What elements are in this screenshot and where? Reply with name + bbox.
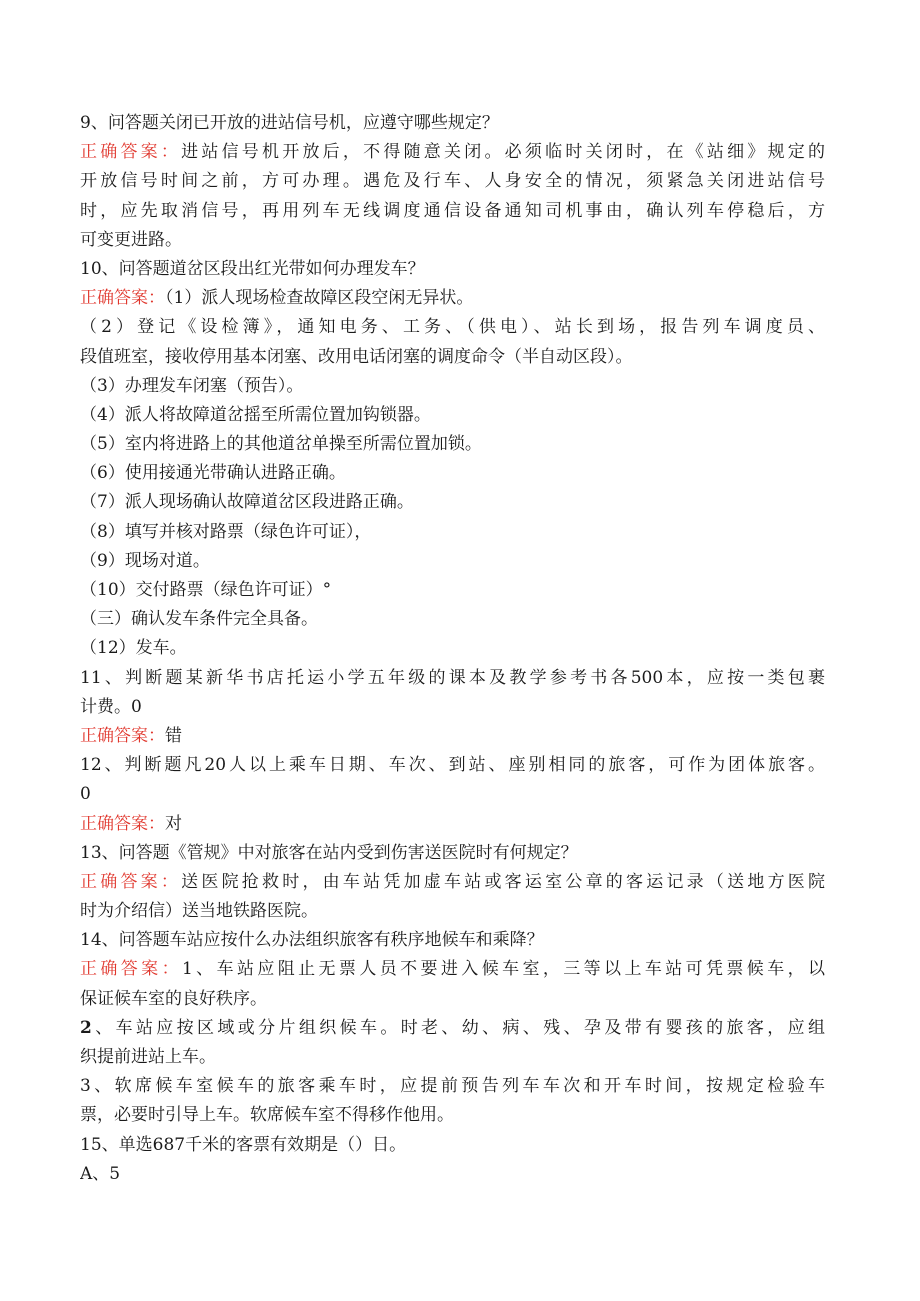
text-line	[80, 926, 825, 955]
text-line	[80, 1131, 825, 1160]
text-line	[80, 313, 825, 342]
item-number: 2	[80, 1017, 92, 1038]
line-text: 9、问答题关闭已开放的进站信号机，应遵守哪些规定？	[80, 113, 499, 133]
line-text: 计费。0	[80, 696, 142, 717]
text-line	[80, 547, 825, 576]
text-line	[80, 664, 825, 693]
line-text: 12、判断题凡20人以上乘车日期、车次、到站、座别相同的旅客，可作为团体旅客。	[80, 755, 825, 776]
line-text: 14、问答题车站应按什么办法组织旅客有秩序地候车和乘降？	[80, 930, 544, 951]
line-text: （9）现场对道。	[80, 550, 210, 571]
line-text: A、5	[80, 1163, 121, 1184]
text-line	[80, 226, 825, 255]
line-text: 11、判断题某新华书店托运小学五年级的课本及教学参考书各500本，应按一类包裹	[80, 667, 825, 688]
text-line	[80, 897, 825, 926]
line-text: （4）派人将故障道岔摇至所需位置加钩锁器。	[80, 404, 431, 425]
line-text: （6）使用接通光带确认进路正确。	[80, 463, 346, 484]
text-line	[80, 868, 825, 897]
line-text: （10）交付路票（绿色许可证）°	[80, 580, 332, 600]
line-text: 保证候车室的良好秩序。	[80, 988, 267, 1009]
answer-label: 正确答案：	[80, 725, 165, 746]
line-text: （三）确认发车条件完全具备。	[80, 609, 318, 630]
answer-label: 正确答案：	[80, 813, 165, 834]
answer-label: 正确答案：	[80, 871, 182, 892]
line-text: 段值班室，接收停用基本闭塞、改用电话闭塞的调度命令（半自动区段）。	[80, 346, 633, 367]
text-line	[80, 1101, 825, 1130]
line-text: （3）办理发车闭塞（预告）。	[80, 375, 304, 396]
line-text: 错	[165, 725, 182, 746]
line-text: 送医院抢救时，由车站凭加虚车站或客运室公章的客运记录（送地方医院	[181, 871, 825, 892]
line-text: 可变更进路。	[80, 229, 182, 250]
line-text: （8）填写并核对路票（绿色许可证），	[80, 521, 372, 542]
text-line	[80, 722, 825, 751]
text-line	[80, 1014, 825, 1043]
line-text: 票，必要时引导上车。软席候车室不得移作他用。	[80, 1105, 454, 1126]
text-line	[80, 167, 825, 196]
text-line	[80, 1160, 825, 1189]
line-text: 进站信号机开放后，不得随意关闭。必须临时关闭时，在《站细》规定的	[181, 142, 825, 163]
text-line	[80, 955, 825, 984]
text-line	[80, 197, 825, 226]
line-text: 15、单选687千米的客票有效期是（）日。	[80, 1134, 407, 1155]
line-text: 时，应先取消信号，再用列车无线调度通信设备通知司机事由，确认列车停稳后，方	[80, 200, 825, 221]
text-line	[80, 780, 825, 809]
document-body	[80, 109, 825, 1189]
text-line	[80, 985, 825, 1014]
text-line	[80, 138, 825, 167]
line-text: 织提前进站上车。	[80, 1047, 216, 1067]
text-line	[80, 1043, 825, 1072]
text-line	[80, 634, 825, 663]
text-line	[80, 284, 825, 313]
line-text: （12）发车。	[80, 638, 187, 659]
text-line	[80, 343, 825, 372]
line-text: 10、问答题道岔区段出红光带如何办理发车？	[80, 258, 425, 279]
line-text: 时为介绍信）送当地铁路医院。	[80, 901, 318, 922]
text-line	[80, 488, 825, 517]
text-line	[80, 401, 825, 430]
text-line	[80, 518, 825, 547]
text-line	[80, 109, 825, 138]
line-text: 对	[165, 813, 182, 834]
text-line	[80, 810, 825, 839]
line-text: 、车站应按区域或分片组织候车。时老、幼、病、残、孕及带有婴孩的旅客，应组	[91, 1017, 825, 1038]
line-text: 开放信号时间之前，方可办理。遇危及行车、人身安全的情况，须紧急关闭进站信号	[80, 171, 825, 192]
line-text: （5）室内将进路上的其他道岔单操至所需位置加锁。	[80, 434, 482, 455]
answer-label: 正确答案：	[80, 288, 165, 309]
line-text: 13、问答题《管规》中对旅客在站内受到伤害送医院时有何规定？	[80, 842, 578, 863]
line-text: 0	[80, 784, 91, 805]
text-line	[80, 576, 825, 605]
text-line	[80, 751, 825, 780]
text-line	[80, 693, 825, 722]
line-text: （2）登记《设检簿》，通知电务、工务、（供电）、站长到场，报告列车调度员、	[80, 317, 825, 338]
line-text: （7）派人现场确认故障道岔区段进路正确。	[80, 492, 414, 513]
answer-label: 正确答案：	[80, 959, 182, 980]
text-line	[80, 430, 825, 459]
text-line	[80, 839, 825, 868]
text-line	[80, 255, 825, 284]
line-text: （1）派人现场检查故障区段空闲无异状。	[165, 288, 474, 309]
answer-label: 正确答案：	[80, 142, 182, 163]
text-line	[80, 1072, 825, 1101]
line-text: 3、软席候车室候车的旅客乘车时，应提前预告列车车次和开车时间，按规定检验车	[80, 1076, 825, 1097]
text-line	[80, 605, 825, 634]
line-text: 1、车站应阻止无票人员不要进入候车室，三等以上车站可凭票候车，以	[181, 959, 825, 980]
text-line	[80, 459, 825, 488]
text-line	[80, 372, 825, 401]
